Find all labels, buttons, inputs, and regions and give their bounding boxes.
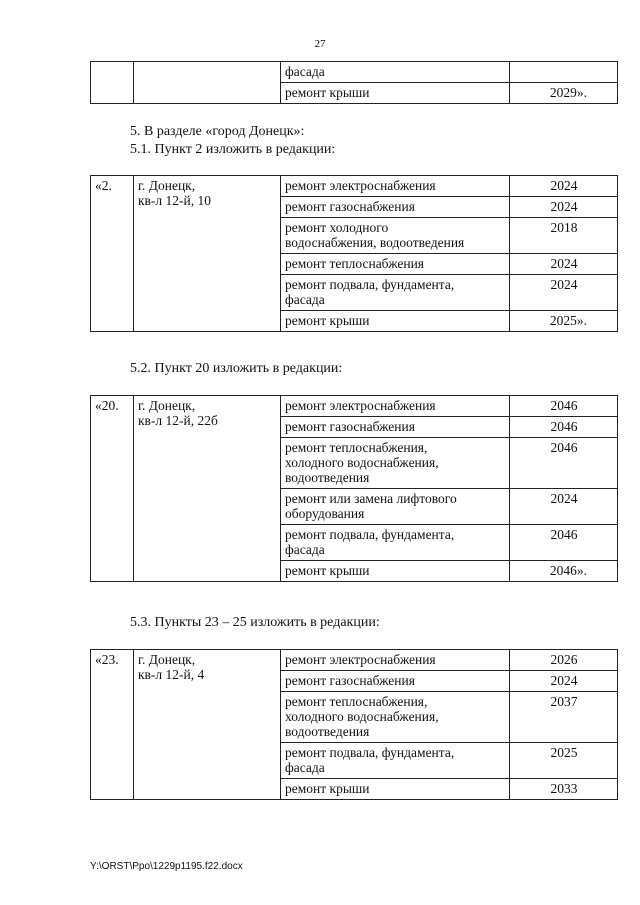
work-cell: ремонт газоснабжения [281,197,510,218]
item-number-cell [91,62,134,104]
table-row [91,396,618,417]
work-cell: ремонт подвала, фундамента, фасада [281,743,510,779]
year-cell: 2046 [510,438,618,489]
file-path-footer: Y:\ORST\Ppo\1229p1195.f22.docx [90,861,243,872]
year-cell [510,62,618,83]
work-cell: ремонт крыши [281,779,510,800]
work-cell: ремонт подвала, фундамента, фасада [281,275,510,311]
item-number-cell: «23. [91,650,134,800]
work-cell: ремонт теплоснабжения, холодного водоснабжения, водоотведения [281,438,510,489]
work-cell: ремонт теплоснабжения, холодного водоснабжения, водоотведения [281,692,510,743]
work-cell: фасада [281,62,510,83]
work-cell: ремонт подвала, фундамента, фасада [281,525,510,561]
year-cell: 2024 [510,489,618,525]
year-cell: 2018 [510,218,618,254]
year-cell: 2025». [510,311,618,332]
year-cell: 2026 [510,650,618,671]
address-cell: г. Донецк, кв-л 12-й, 22б [134,396,281,582]
subsection-heading: 5.3. Пункты 23 – 25 изложить в редакции: [130,615,380,630]
page-number: 27 [314,38,326,50]
work-cell: ремонт теплоснабжения [281,254,510,275]
year-cell: 2046 [510,525,618,561]
year-cell: 2024 [510,176,618,197]
year-cell: 2046 [510,396,618,417]
address-cell [134,62,281,104]
subsection-heading: 5.1. Пункт 2 изложить в редакции: [130,142,336,157]
year-cell: 2033 [510,779,618,800]
work-cell: ремонт электроснабжения [281,650,510,671]
item-23-table [90,649,618,800]
item-2-table [90,175,618,332]
year-cell: 2024 [510,275,618,311]
item-number-cell: «2. [91,176,134,332]
year-cell: 2037 [510,692,618,743]
address-cell: г. Донецк, кв-л 12-й, 4 [134,650,281,800]
year-cell: 2024 [510,197,618,218]
year-cell: 2025 [510,743,618,779]
work-cell: ремонт газоснабжения [281,417,510,438]
work-cell: ремонт газоснабжения [281,671,510,692]
item-20-table [90,395,618,582]
work-cell: ремонт крыши [281,83,510,104]
year-cell: 2024 [510,671,618,692]
continuation-table [90,61,618,104]
item-number-cell: «20. [91,396,134,582]
work-cell: ремонт крыши [281,311,510,332]
year-cell: 2029». [510,83,618,104]
year-cell: 2046 [510,417,618,438]
year-cell: 2024 [510,254,618,275]
work-cell: ремонт электроснабжения [281,176,510,197]
work-cell: ремонт холодного водоснабжения, водоотведения [281,218,510,254]
work-cell: ремонт или замена лифтового оборудования [281,489,510,525]
year-cell: 2046». [510,561,618,582]
table-row [91,62,618,83]
table-row [91,176,618,197]
section-heading: 5. В разделе «город Донецк»: [130,124,305,139]
work-cell: ремонт крыши [281,561,510,582]
table-row [91,650,618,671]
subsection-heading: 5.2. Пункт 20 изложить в редакции: [130,361,343,376]
work-cell: ремонт электроснабжения [281,396,510,417]
address-cell: г. Донецк, кв-л 12-й, 10 [134,176,281,332]
